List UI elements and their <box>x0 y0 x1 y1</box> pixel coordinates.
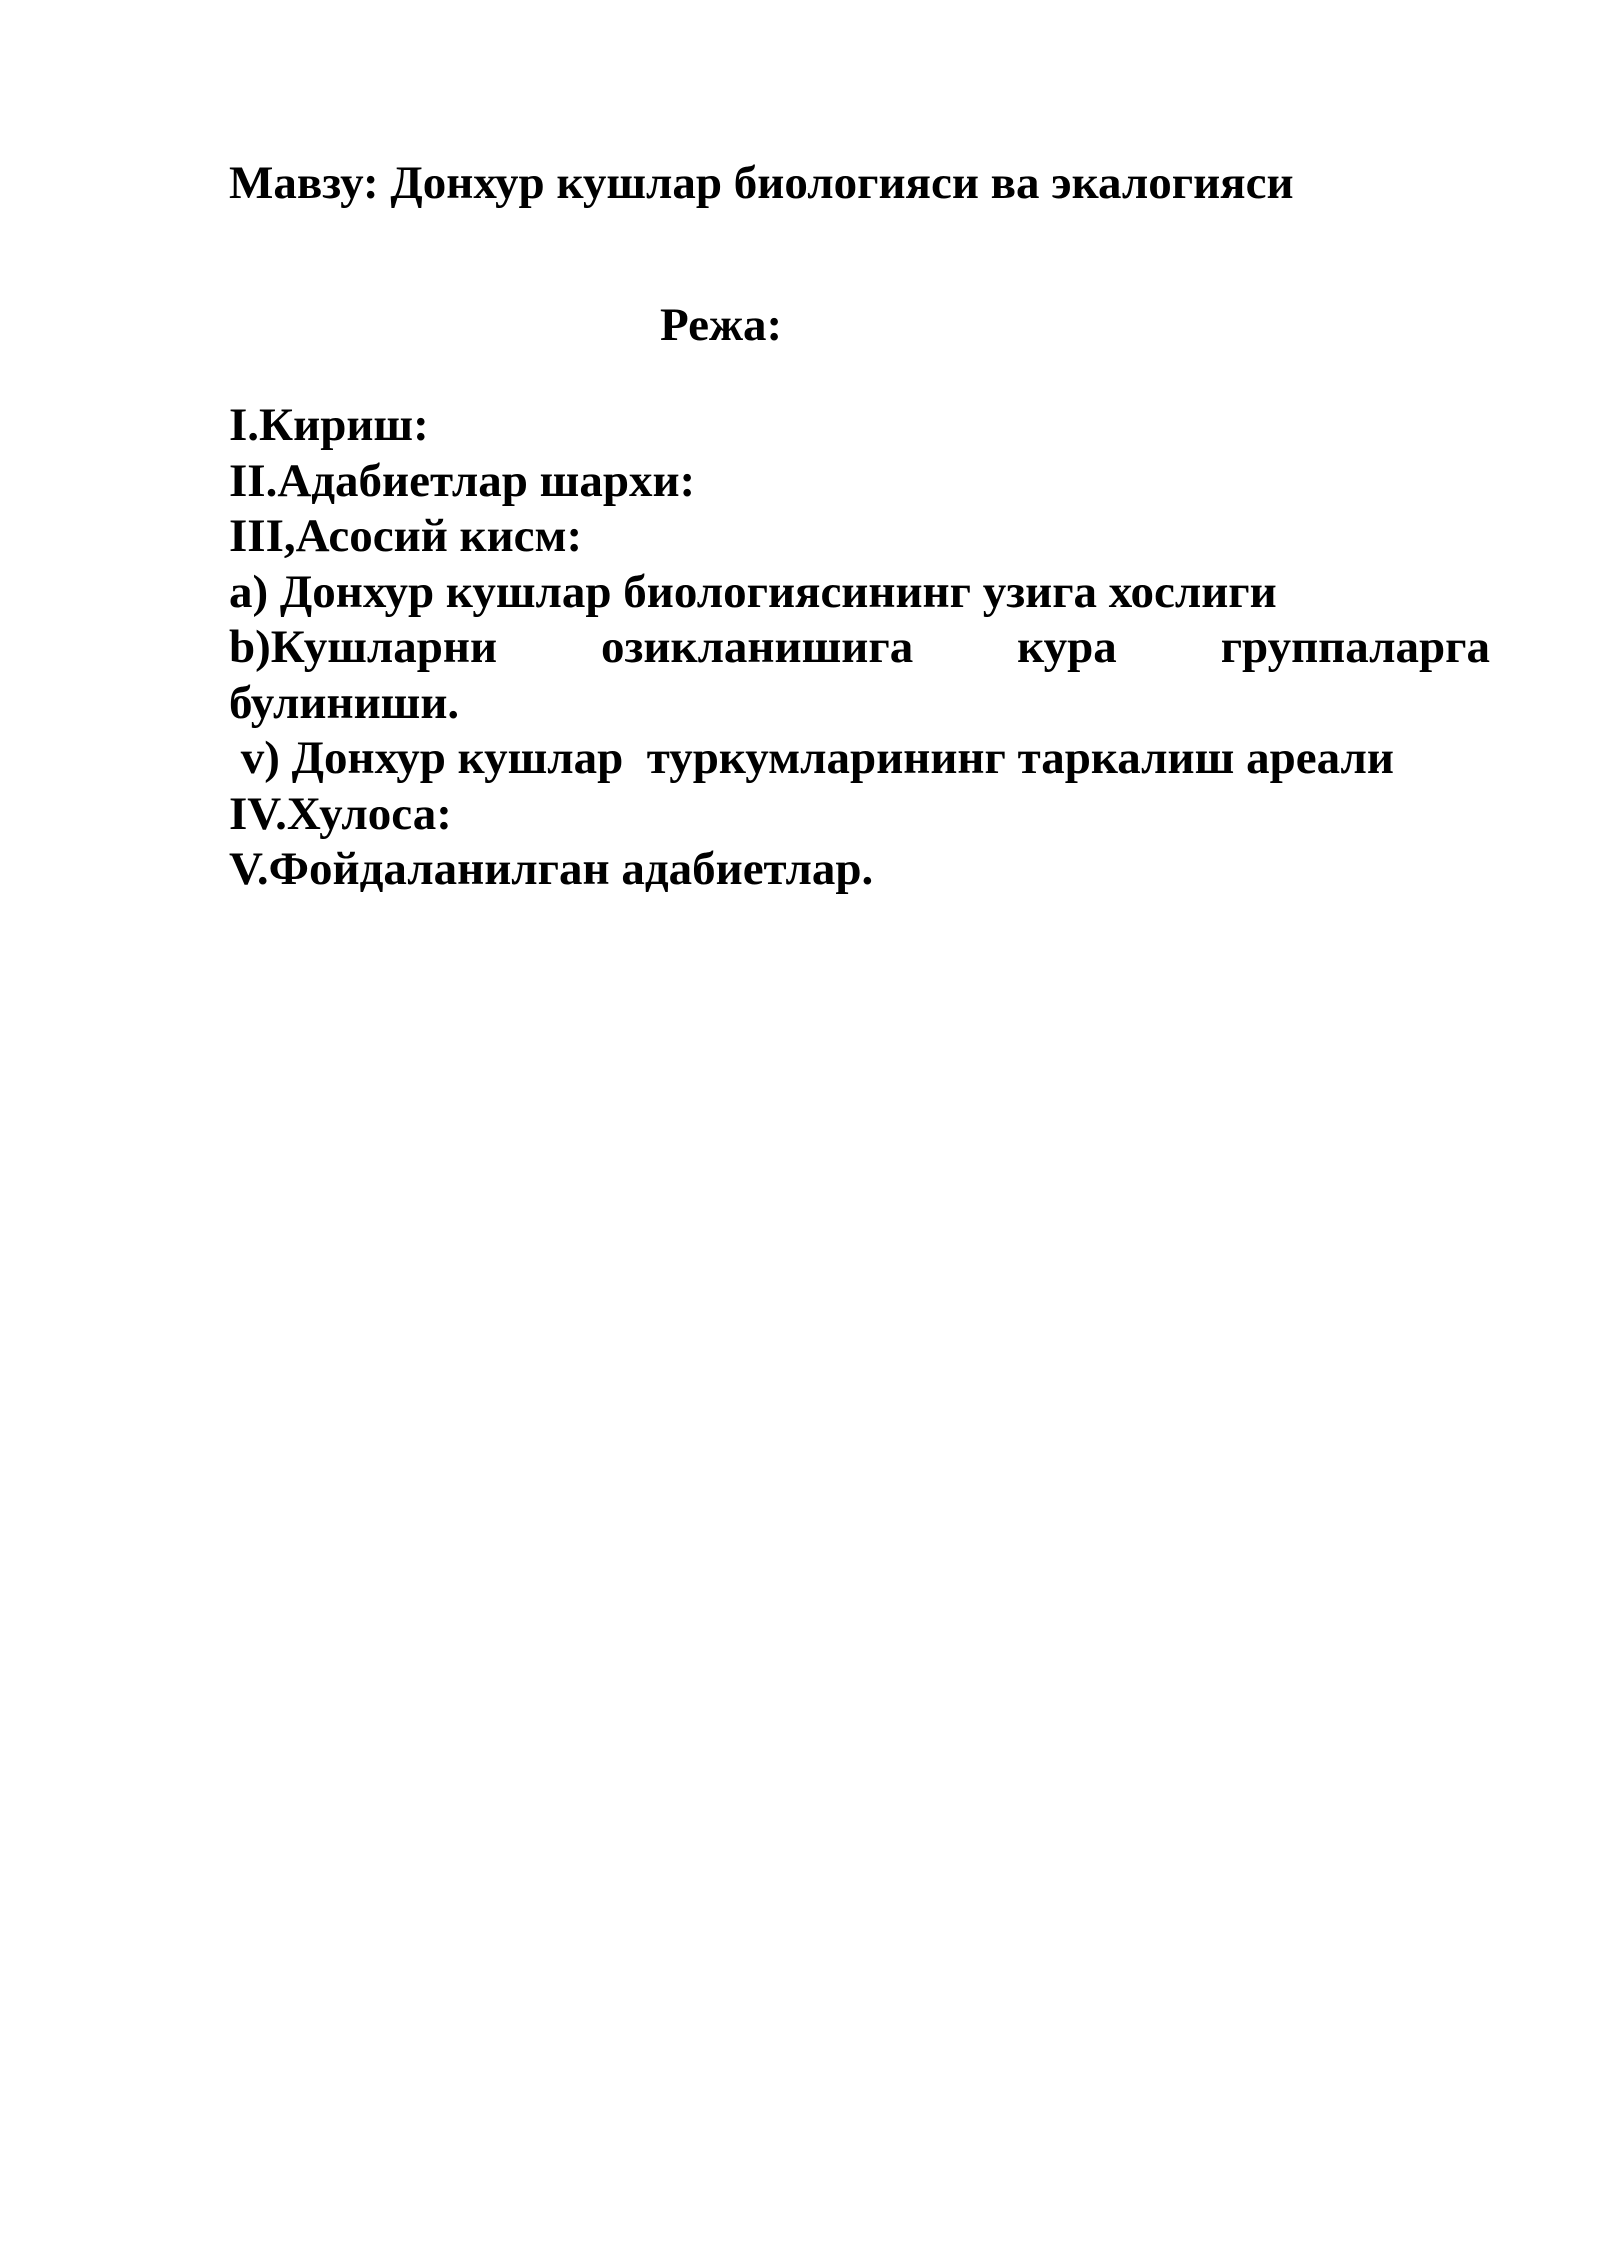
plan-item-b-word: кура <box>1017 621 1117 673</box>
plan-item-b-tail: булиниши. <box>229 676 460 729</box>
plan-item-references: V.Фойдаланилган адабиетлар. <box>229 843 874 895</box>
plan-item-b-first-line <box>229 620 1490 676</box>
plan-item-introduction: I.Кириш: <box>229 399 429 451</box>
document-title: Мавзу: Донхур кушлар биологияси ва экалогияси <box>229 157 1294 209</box>
plan-item-b <box>229 620 1490 731</box>
plan-item-b-word: группаларга <box>1220 621 1490 673</box>
plan-list <box>229 398 1490 898</box>
plan-item-a: а) Донхур кушлар биологиясининг узига хослиги <box>229 565 1277 618</box>
plan-heading: Режа: <box>660 299 783 351</box>
plan-item-b-word: озикланишига <box>601 621 914 673</box>
plan-item-literature-review: II.Адабиетлар шархи: <box>229 454 696 507</box>
plan-item-main-part: III,Асосий кисм: <box>229 510 583 562</box>
plan-item-b-word: b)Кушларни <box>229 621 498 673</box>
plan-item-conclusion: IV.Хулоса: <box>229 787 452 840</box>
plan-item-v: v) Донхур кушлар туркумларининг таркалиш ареали <box>229 732 1394 784</box>
